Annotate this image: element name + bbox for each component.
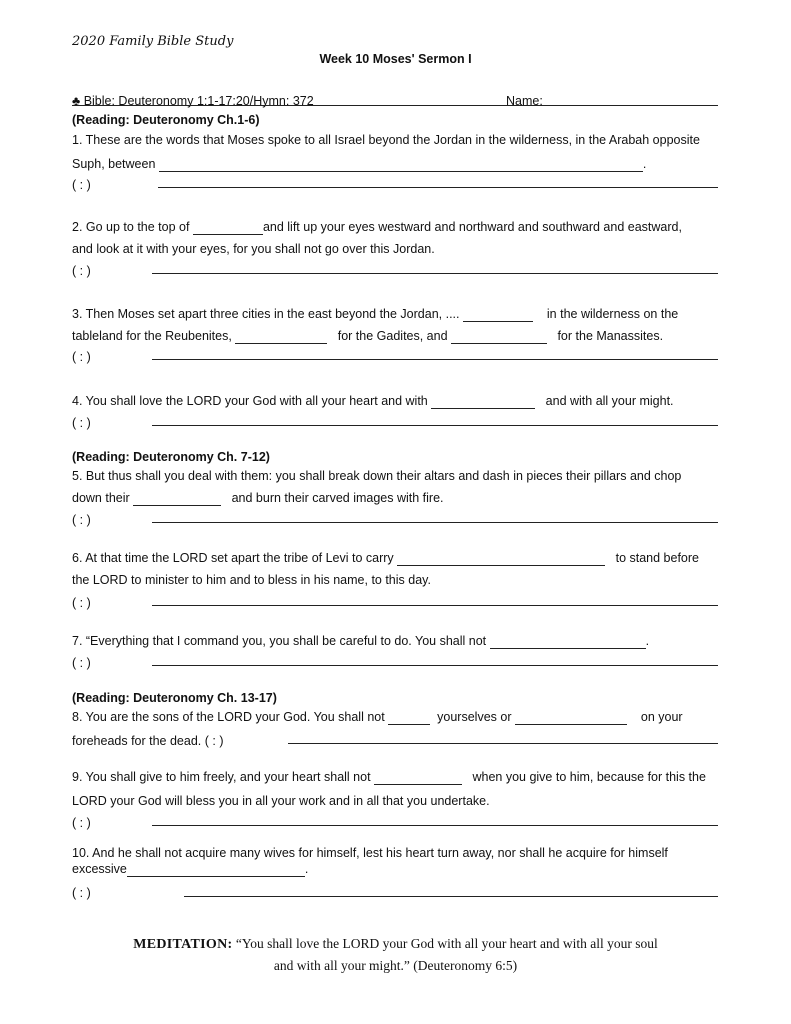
bible-label: Bible: Deuteronomy 1:1-17:20/Hymn: 372 (83, 94, 314, 108)
q9-line2: LORD your God will bless you in all your work and in all that you undertake. (72, 794, 490, 808)
meditation-label: MEDITATION: (133, 937, 233, 952)
q4-answer-line[interactable] (152, 424, 718, 426)
q3-ref[interactable]: ( : ) (72, 350, 91, 364)
q5-blank[interactable] (133, 493, 221, 506)
q6-line2: the LORD to minister to him and to bless in his name, to this day. (72, 573, 431, 587)
meditation-line1: MEDITATION: “You shall love the LORD your God with all your heart and with all your soul (133, 936, 658, 952)
q10-line1: 10. And he shall not acquire many wives for himself, lest his heart turn away, nor shall he acquire for himself (72, 846, 668, 860)
q3-answer-line[interactable] (152, 358, 718, 360)
q8-line2: foreheads for the dead. ( : ) (72, 734, 224, 748)
q2-answer-line[interactable] (152, 272, 718, 274)
q8-blank-2[interactable] (515, 712, 627, 725)
q9-answer-line[interactable] (152, 824, 718, 826)
q3-blank-2[interactable] (235, 331, 327, 344)
bible-row (72, 93, 314, 109)
q2-line1: 2. Go up to the top of and lift up your eyes westward and northward and southward and eastward, (72, 220, 682, 234)
q1-line1: 1. These are the words that Moses spoke to all Israel beyond the Jordan in the wilderness, in the Arabah opposite (72, 133, 700, 147)
section-heading-2: (Reading: Deuteronomy Ch. 7-12) (72, 450, 270, 464)
q1-blank[interactable] (159, 159, 643, 172)
q7-ref[interactable]: ( : ) (72, 656, 91, 670)
q5-line1: 5. But thus shall you deal with them: you shall break down their altars and dash in pieces their pillars and chop (72, 469, 682, 483)
q6-answer-line[interactable] (152, 604, 718, 606)
q9-blank[interactable] (374, 772, 462, 785)
q4-ref[interactable]: ( : ) (72, 416, 91, 430)
q3-line1: 3. Then Moses set apart three cities in the east beyond the Jordan, .... in the wilderness on the (72, 307, 679, 321)
section-heading-1: (Reading: Deuteronomy Ch.1-6) (72, 113, 260, 127)
q8-line1: 8. You are the sons of the LORD your God. You shall not yourselves or on your (72, 710, 683, 724)
q5-answer-line[interactable] (152, 521, 718, 523)
q8-answer-line[interactable] (288, 742, 718, 744)
section-heading-3: (Reading: Deuteronomy Ch. 13-17) (72, 691, 277, 705)
q4-blank[interactable] (431, 396, 535, 409)
q7-answer-line[interactable] (152, 664, 718, 666)
q10-line2: excessive . (72, 862, 309, 876)
q2-ref[interactable]: ( : ) (72, 264, 91, 278)
q10-blank[interactable] (127, 864, 305, 877)
meditation-line2: and with all your might.” (Deuteronomy 6:5) (273, 958, 518, 973)
q1-line2: Suph, between . (72, 157, 647, 171)
q4-line1: 4. You shall love the LORD your God with all your heart and with and with all your might. (72, 394, 674, 408)
name-label: Name: (506, 94, 543, 108)
q9-ref[interactable]: ( : ) (72, 816, 91, 830)
q7-line1: 7. “Everything that I command you, you shall be careful to do. You shall not . (72, 634, 650, 648)
page-title: Week 10 Moses' Sermon I (319, 52, 472, 66)
q8-ref[interactable]: ( : ) (204, 734, 224, 748)
q8-blank-1[interactable] (388, 712, 430, 725)
q6-line1: 6. At that time the LORD set apart the tribe of Levi to carry to stand before (72, 551, 699, 565)
q3-blank-1[interactable] (463, 309, 533, 322)
q6-ref[interactable]: ( : ) (72, 596, 91, 610)
q1-ref[interactable]: ( : ) (72, 178, 91, 192)
study-label: 2020 Family Bible Study (72, 34, 234, 49)
q5-line2: down their and burn their carved images with fire. (72, 491, 444, 505)
q2-line2: and look at it with your eyes, for you shall not go over this Jordan. (72, 242, 435, 256)
q9-line1: 9. You shall give to him freely, and your heart shall not when you give to him, because for this the (72, 770, 706, 784)
q1-answer-line[interactable] (158, 186, 718, 188)
q3-blank-3[interactable] (451, 331, 547, 344)
club-icon: ♣ (72, 94, 84, 108)
q7-blank[interactable] (490, 636, 646, 649)
q6-blank[interactable] (397, 553, 605, 566)
q10-ref[interactable]: ( : ) (72, 886, 91, 900)
q5-ref[interactable]: ( : ) (72, 513, 91, 527)
bible-underline (72, 104, 718, 106)
q3-line2: tableland for the Reubenites, for the Gadites, and for the Manassites. (72, 329, 664, 343)
q10-answer-line[interactable] (184, 895, 718, 897)
q2-blank[interactable] (193, 222, 263, 235)
